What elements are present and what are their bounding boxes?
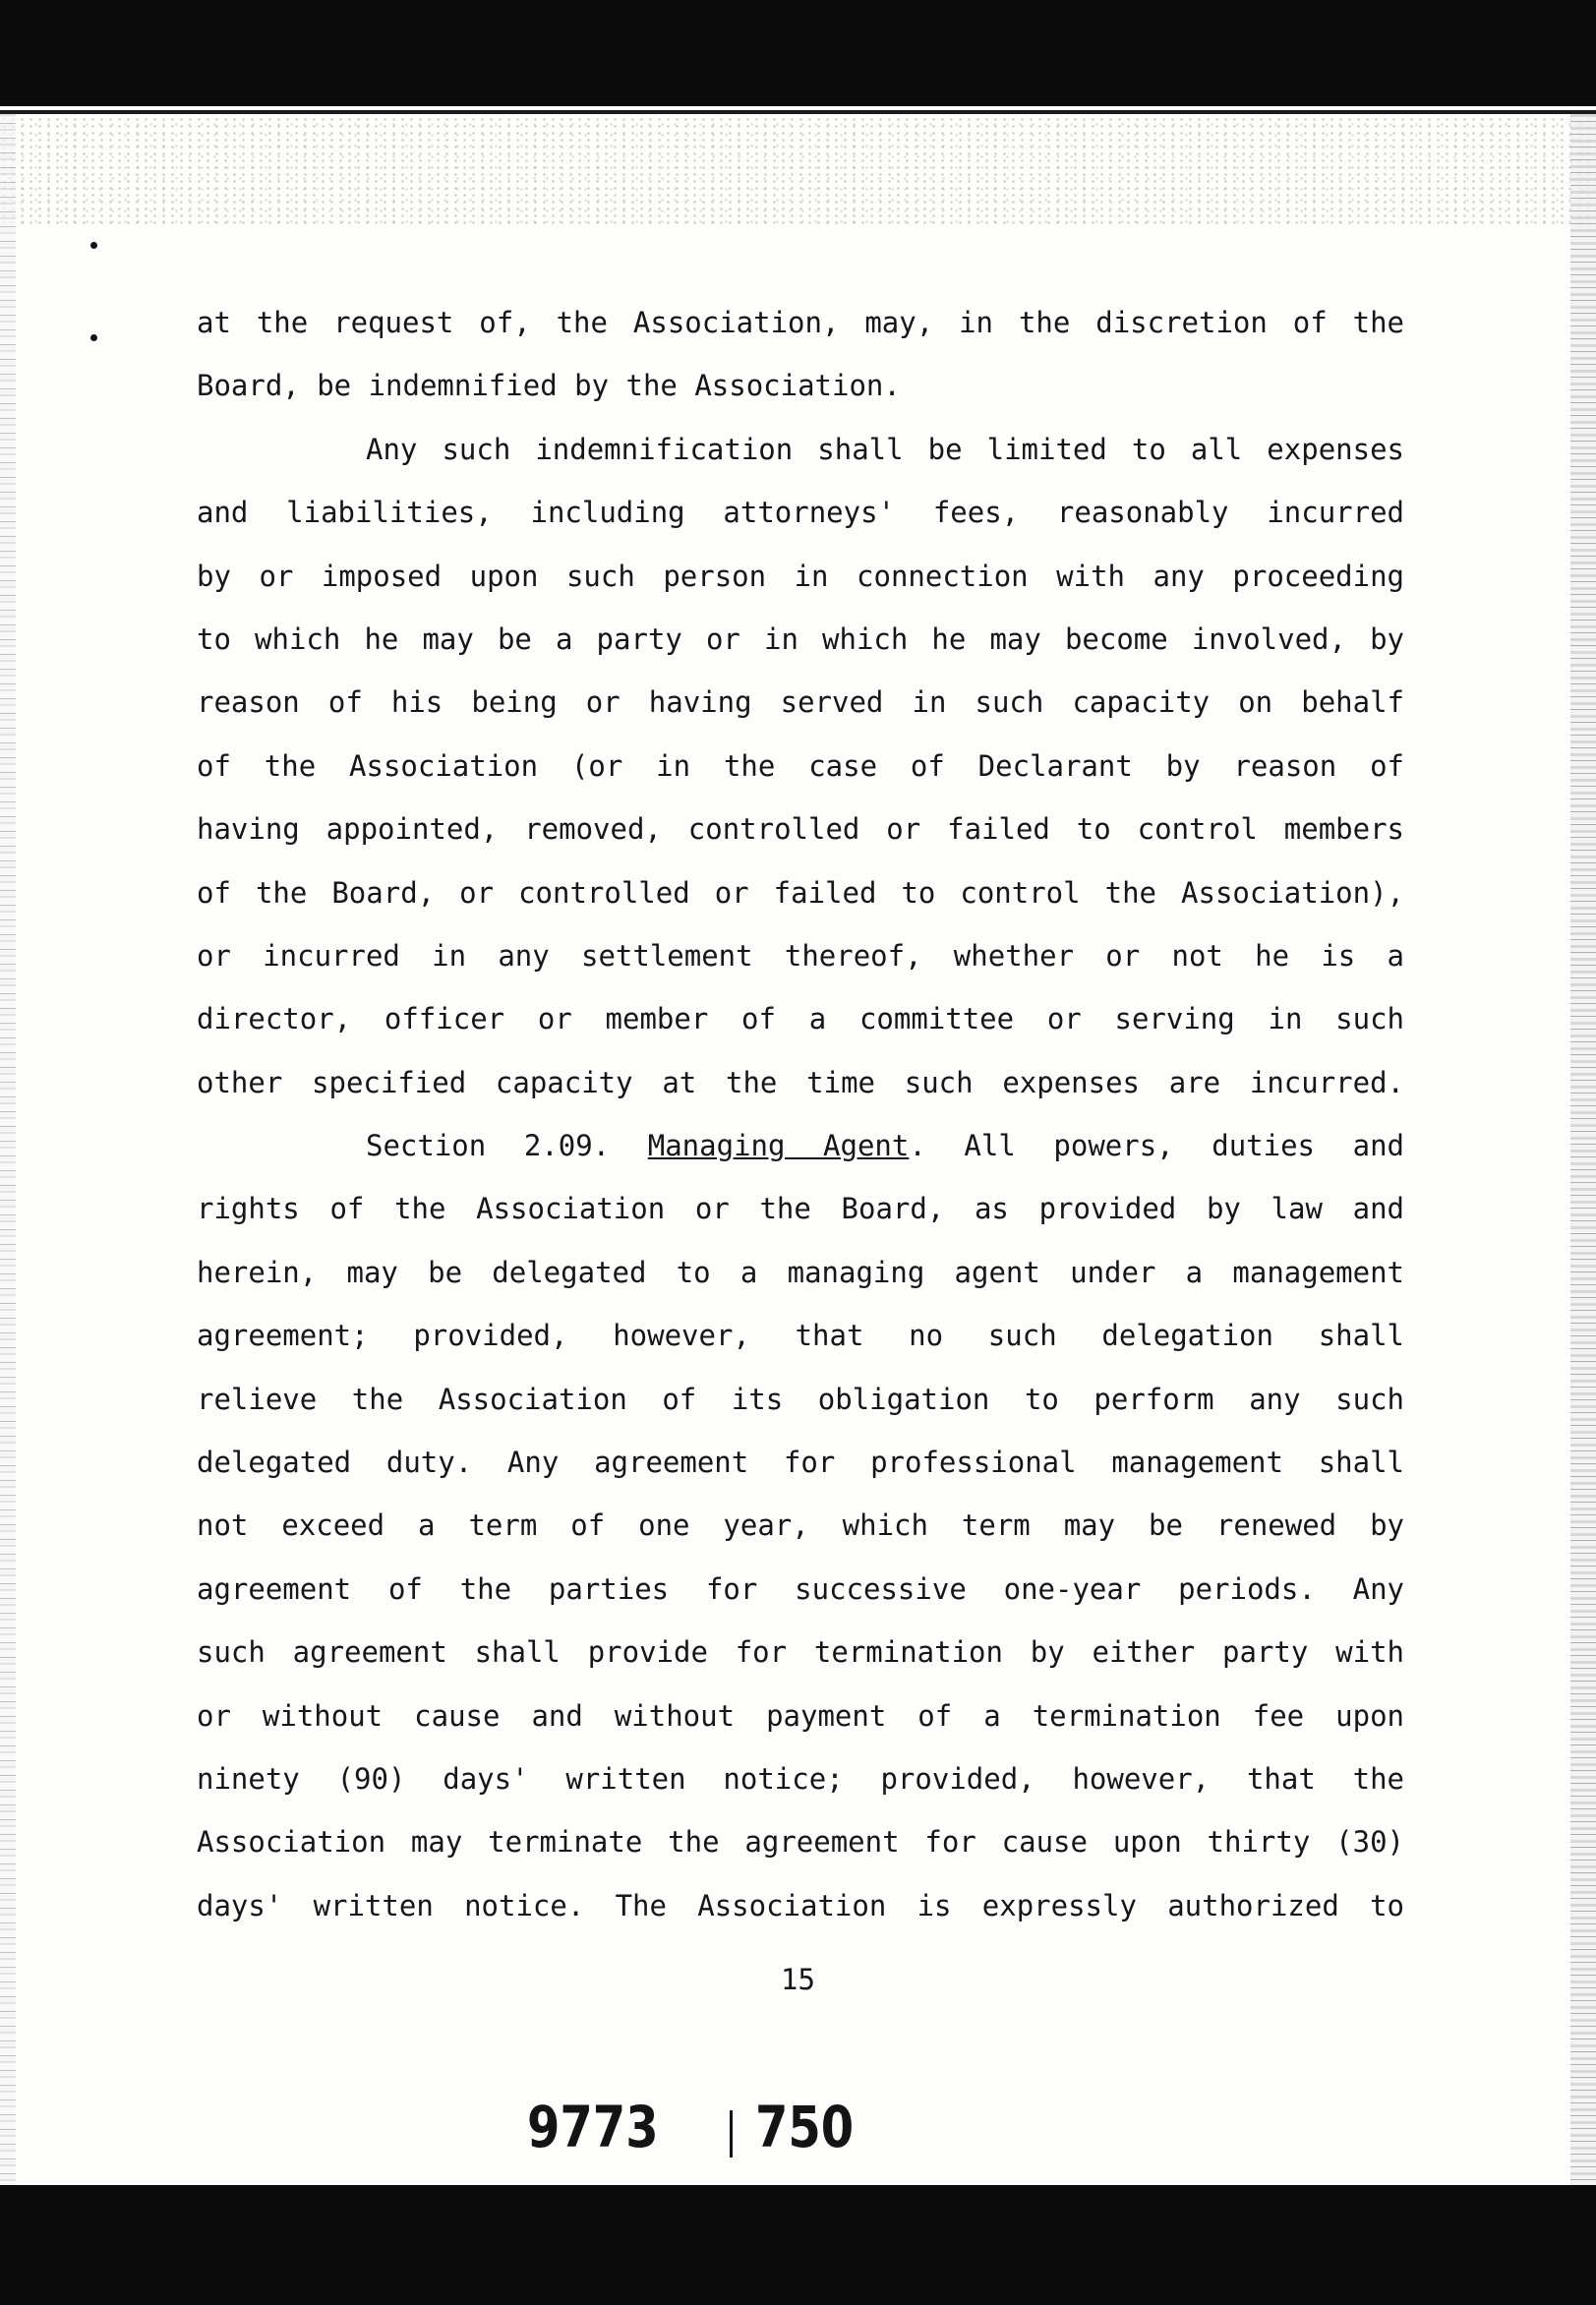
body-line: agreement; provided, however, that no such delegation shall [197,1319,1404,1353]
scan-right-edge [1570,114,1596,2185]
body-line: Board, be indemnified by the Association. [197,369,901,403]
body-line: by or imposed upon such person in connection with any proceeding [197,559,1404,593]
body-line: other specified capacity at the time such expenses are incurred. [197,1065,1404,1099]
body-line: delegated duty. Any agreement for professional management shall [197,1446,1404,1480]
body-line: rights of the Association or the Board, as provided by law and [197,1192,1404,1226]
body-line: to which he may be a party or in which he may become involved, by [197,621,1404,656]
body-line: ninety (90) days' written notice; provided, however, that the [197,1761,1404,1796]
section-heading-line [197,1114,1404,1177]
body-line: or without cause and without payment of a termination fee upon [197,1698,1404,1733]
scan-top-border [0,0,1596,106]
section-title: Managing Agent [647,1129,910,1163]
section-number: Section 2.09. [366,1129,611,1163]
scan-speckle-noise [0,116,1596,224]
recording-stamp-book: 9773 [527,2095,659,2161]
scan-bottom-border [0,2185,1596,2305]
scan-dot-mark [90,334,97,341]
page-number: 15 [781,1963,815,1996]
body-line: of the Association (or in the case of Declarant by reason of [197,748,1404,783]
scan-dot-mark [90,242,97,249]
body-line: of the Board, or controlled or failed to control the Association), [197,875,1404,910]
body-line: Association may terminate the agreement for cause upon thirty (30) [197,1825,1404,1860]
body-line: reason of his being or having served in such capacity on behalf [197,685,1404,720]
body-line: days' written notice. The Association is expressly authorized to [197,1888,1404,1922]
scan-left-edge [0,114,16,2185]
body-line: or incurred in any settlement thereof, whether or not he is a [197,938,1404,973]
recording-stamp-separator [730,2110,733,2157]
body-line: herein, may be delegated to a managing agent under a management [197,1255,1404,1289]
body-line: agreement of the parties for successive one-year periods. Any [197,1571,1404,1606]
body-line: director, officer or member of a committee or serving in such [197,1002,1404,1036]
section-lead-text: . All powers, duties and [909,1129,1405,1163]
document-body [197,291,1404,1937]
body-line: having appointed, removed, controlled or failed to control members [197,812,1404,847]
body-line: such agreement shall provide for termination by either party with [197,1635,1404,1670]
body-line: at the request of, the Association, may, in the discretion of the [197,306,1404,339]
body-line: not exceed a term of one year, which term may be renewed by [197,1508,1404,1543]
recording-stamp-page: 750 [755,2095,855,2161]
body-line: Any such indemnification shall be limited to all expenses [366,432,1404,466]
scan-top-rule [0,110,1596,114]
body-line: relieve the Association of its obligation to perform any such [197,1382,1404,1416]
body-line: and liabilities, including attorneys' fees, reasonably incurred [197,496,1404,530]
